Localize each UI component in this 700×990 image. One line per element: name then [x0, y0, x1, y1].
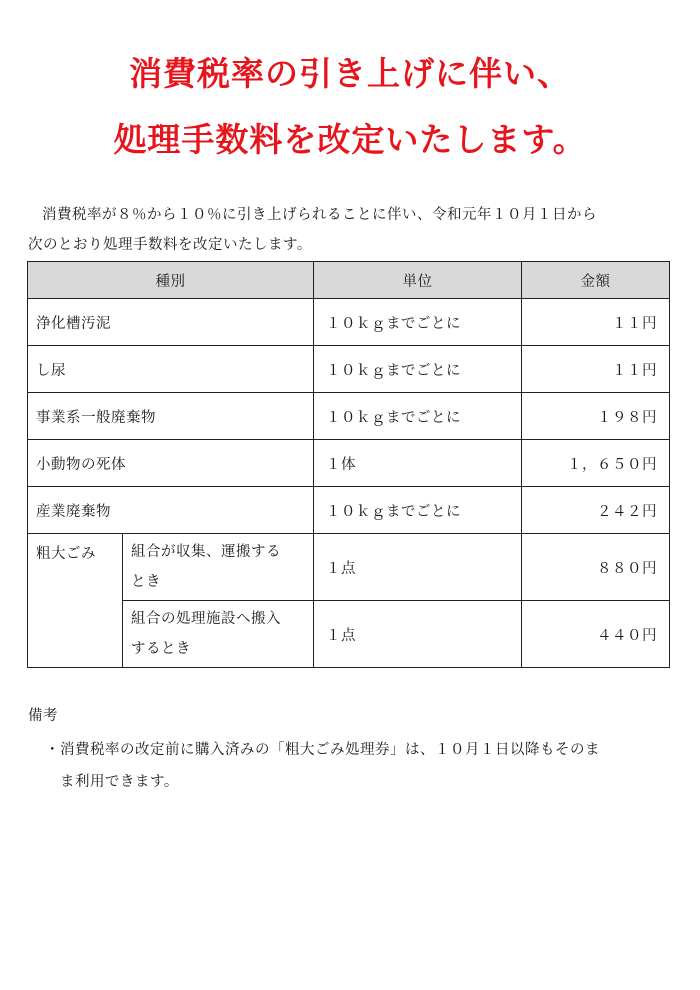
row-amount: １，６５０円	[522, 440, 670, 487]
row-unit: １０ｋｇまでごとに	[314, 346, 522, 393]
bulky-sub-label	[123, 534, 314, 601]
fee-table	[27, 261, 670, 668]
row-amount: １１円	[522, 299, 670, 346]
table-row	[28, 346, 670, 393]
header-unit: 単位	[314, 262, 522, 299]
remarks-title: 備考	[28, 708, 58, 724]
row-unit: １０ｋｇまでごとに	[314, 393, 522, 440]
headline-line-1: 消費税率の引き上げに伴い、	[129, 54, 571, 93]
header-amount: 金額	[522, 262, 670, 299]
row-amount: １１円	[522, 346, 670, 393]
row-amount: １９８円	[522, 393, 670, 440]
table-row	[28, 299, 670, 346]
remark-line-1: 消費税率の改定前に購入済みの「粗大ごみ処理券」は、１０月１日以降もそのま	[60, 742, 600, 758]
intro-line-1: 消費税率が８％から１０％に引き上げられることに伴い、令和元年１０月１日から	[42, 207, 597, 223]
row-kind: 産業廃棄物	[28, 487, 314, 534]
bulky-kind: 粗大ごみ	[28, 534, 123, 668]
table-row-bulky-collect	[28, 534, 670, 601]
table-row	[28, 487, 670, 534]
table-header-row	[28, 262, 670, 299]
row-kind: し尿	[28, 346, 314, 393]
table-row-bulky-bring	[28, 601, 670, 668]
header-kind: 種別	[28, 262, 314, 299]
headline-line-2: 処理手数料を改定いたします。	[113, 120, 587, 159]
row-kind: 小動物の死体	[28, 440, 314, 487]
bulky-sub-label-line: とき	[131, 574, 161, 590]
table-row	[28, 393, 670, 440]
intro-line-2: 次のとおり処理手数料を改定いたします。	[28, 237, 312, 253]
row-amount: ８８０円	[522, 534, 670, 601]
row-kind: 事業系一般廃棄物	[28, 393, 314, 440]
row-amount: ２４２円	[522, 487, 670, 534]
row-unit: １０ｋｇまでごとに	[314, 299, 522, 346]
bulky-sub-label-line: するとき	[131, 641, 191, 657]
table-row	[28, 440, 670, 487]
row-unit: １０ｋｇまでごとに	[314, 487, 522, 534]
bulky-sub-label	[123, 601, 314, 668]
remark-item	[28, 734, 668, 798]
row-unit: １体	[314, 440, 522, 487]
row-kind: 浄化槽汚泥	[28, 299, 314, 346]
row-amount: ４４０円	[522, 601, 670, 668]
row-unit: １点	[314, 601, 522, 668]
bulky-sub-label-line: 組合が収集、運搬する	[131, 544, 281, 560]
bulky-sub-label-line: 組合の処理施設へ搬入	[131, 611, 281, 627]
bullet: ・	[45, 742, 60, 758]
remark-line-2: ま利用できます。	[60, 774, 179, 790]
row-unit: １点	[314, 534, 522, 601]
